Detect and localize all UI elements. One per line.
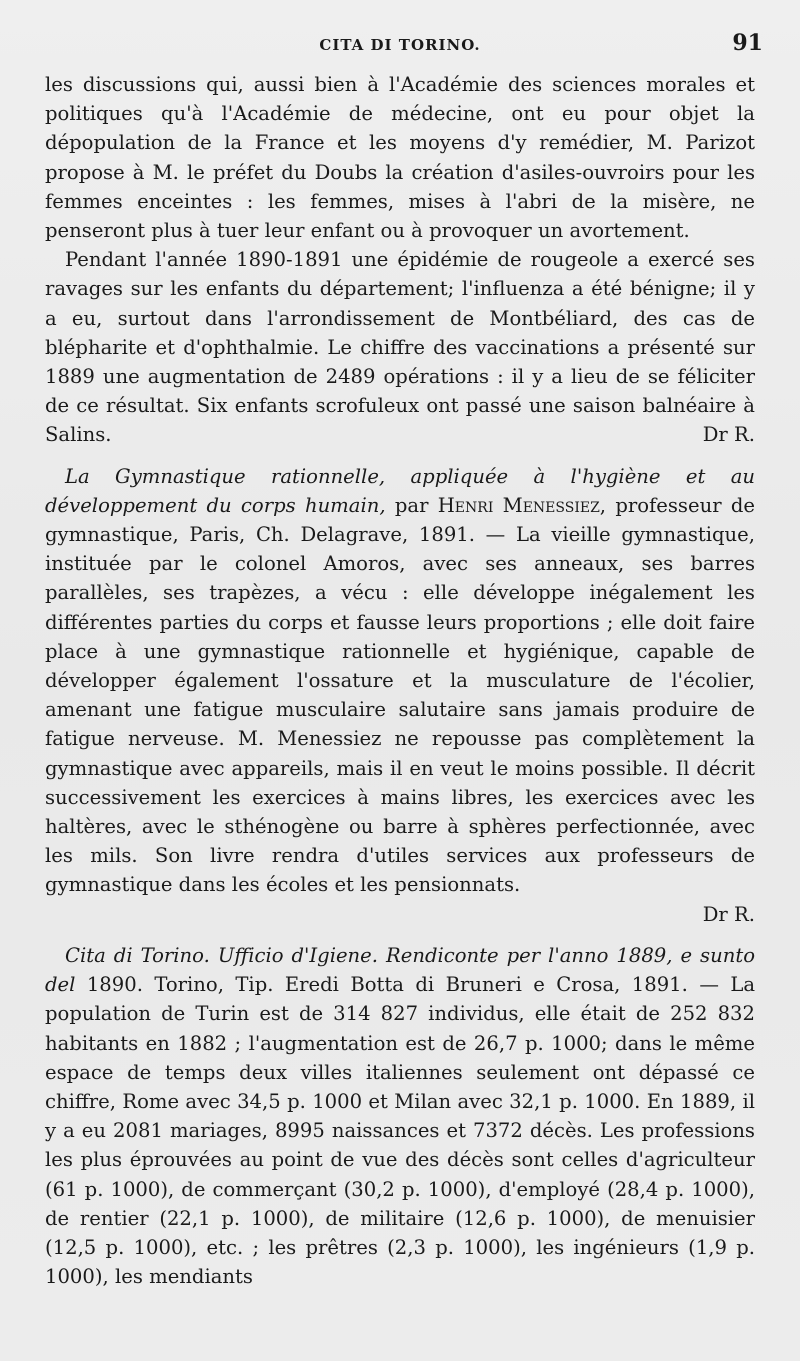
review-torino-title-rest: 1890. Torino, Tip. Eredi Botta di Bruneri e Crosa, 1891. — [86, 973, 688, 997]
running-title: CITA DI TORINO. — [319, 36, 481, 54]
running-header — [45, 30, 763, 70]
signature-2: Dr R. — [702, 902, 755, 926]
review-gymnastique — [45, 462, 755, 900]
review-torino-title: Cita di Torino. Ufficio d'Igiene. Rendiconte per l'anno 1889, e sunto del — [45, 943, 755, 997]
review-torino — [45, 941, 755, 1291]
review-gymnastique-author: Henri Menessiez, — [437, 493, 607, 517]
review-gymnastique-by: par — [394, 493, 429, 517]
paragraph-depopulation: les discussions qui, aussi bien à l'Académie des sciences morales et politiques qu'à l'Académie de médecine, ont eu pour objet la dépopulation de la France et les moyens d'y remédier, M. Parizot propose à M. le préfet du Doubs la création d'asiles-ouvroirs pour les femmes enceintes : les femmes, mises à l'abri de la misère, ne penseront plus à tuer leur enfant ou à provoquer un avortement. — [45, 73, 755, 243]
paragraph-epidemic — [45, 245, 755, 449]
review-torino-text: — La population de Turin est de 314 827 individus, elle était de 252 832 habitants en 1882 ; l'augmentation est de 26,7 p. 1000; dans le même espace de temps deux villes italiennes seulement ont dépassé ce chiffre, Rome avec 34,5 p. 1000 et Milan avec 32,1 p. 1000. En 1889, il y a eu 2081 mariages, 8995 naissances et 7372 décès. Les professions les plus éprouvées au point de vue des décès sont celles d'agriculteur (61 p. 1000), de commerçant (30,2 p. 1000), d'employé (28,4 p. 1000), de rentier (22,1 p. 1000), de militaire (12,6 p. 1000), de menuisier (12,5 p. 1000), etc. ; les prêtres (2,3 p. 1000), les ingénieurs (1,9 p. 1000), les mendiants — [45, 973, 756, 1289]
page-number: 91 — [732, 30, 763, 56]
review-gymnastique-title: La Gymnastique rationnelle, appliquée à l'hygiène et au développement du corps humain, — [45, 464, 755, 517]
review-gymnastique-text: professeur de gymnastique, Paris, Ch. Delagrave, 1891. — La vieille gymnastique, instituée par le colonel Amoros, avec ses anneaux, ses barres parallèles, ses trapèzes, a vécu : elle développe inégalement les différentes parties du corps et fausse leurs proportions ; elle doit faire place à une gymnastique rationnelle et hygiénique, capable de développer également l'ossature et la musculature de l'écolier, amenant une fatigue musculaire salutaire sans jamais produire de fatigue nerveuse. M. Menessiez ne repousse pas complètement la gymnastique avec appareils, mais il en veut le moins possible. Il décrit successivement les exercices à mains libres, les exercices avec les haltères, avec le sthénogène ou barre à sphères perfectionnée, avec les mils. Son livre rendra d'utiles services aux professeurs de gymnastique dans les écoles et les pensionnats. — [45, 493, 755, 897]
signature-1: Dr R. — [702, 423, 755, 447]
paragraph-epidemic-text: Pendant l'année 1890-1891 une épidémie de rougeole a exercé ses ravages sur les enfants du département; l'influenza a été bénigne; il y a eu, surtout dans l'arrondissement de Montbéliard, des cas de blépharite et d'ophthalmie. Le chiffre des vaccinations a présenté sur 1889 une augmentation de 2489 opérations : il y a lieu de se féliciter de ce résultat. Six enfants scrofuleux ont passé une saison balnéaire à Salins. — [45, 248, 755, 447]
